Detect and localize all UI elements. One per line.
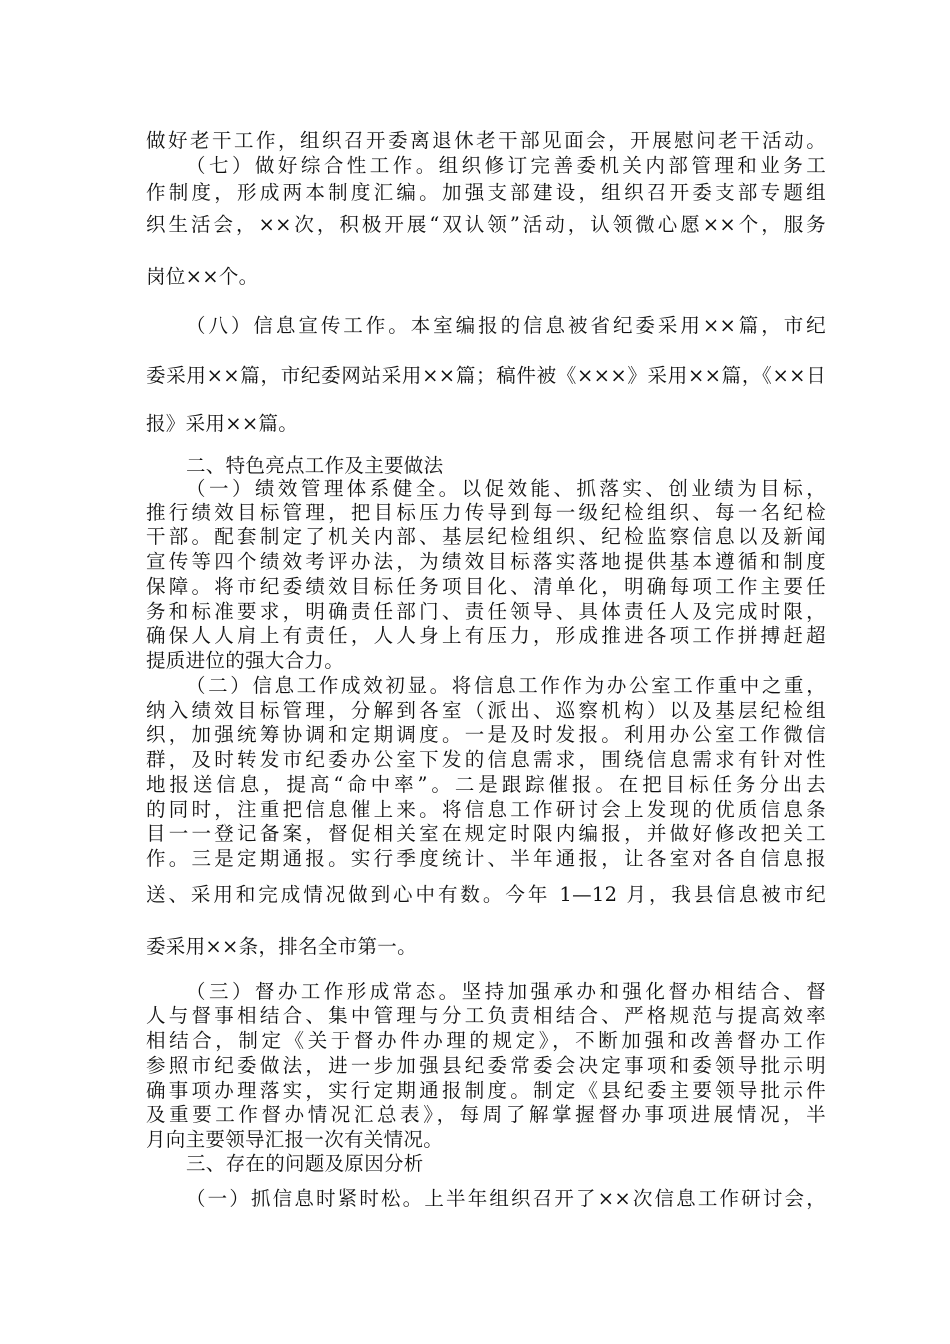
text-line: 推行绩效目标管理，把目标压力传导到每一级纪检组织、每一名纪检 xyxy=(146,501,826,524)
text-line: 地报送信息，提高“命中率”。二是跟踪催报。在把目标任务分出去 xyxy=(146,773,826,796)
text-line: 确事项办理落实，实行定期通报制度。制定《县纪委主要领导批示件 xyxy=(146,1079,826,1102)
text-line: 做好老干工作，组织召开委离退休老干部见面会，开展慰问老干活动。 xyxy=(146,129,826,152)
text-line: 委采用××条，排名全市第一。 xyxy=(146,935,417,958)
text-line: 送、采用和完成情况做到心中有数。今年 1—12 月，我县信息被市纪 xyxy=(146,883,826,906)
text-line: 织，加强统筹协调和定期调度。一是及时发报。利用办公室工作微信 xyxy=(146,723,826,746)
chapter-heading: 三、存在的问题及原因分析 xyxy=(186,1152,424,1175)
text-line: 人与督事相结合、集中管理与分工负责相结合、严格规范与提高效率 xyxy=(146,1004,826,1027)
text-line: 务和标准要求，明确责任部门、责任领导、具体责任人及完成时限， xyxy=(146,600,826,623)
text-line: 作。三是定期通报。实行季度统计、半年通报，让各室对各自信息报 xyxy=(146,847,826,870)
chapter-heading: 二、特色亮点工作及主要做法 xyxy=(186,454,444,477)
text-line: 委采用××篇，市纪委网站采用××篇；稿件被《×××》采用××篇，《××日 xyxy=(146,364,826,387)
text-line: 宣传等四个绩效考评办法，为绩效目标落实落地提供基本遵循和制度 xyxy=(146,550,826,573)
section-heading: （二）信息工作成效初显。将信息工作作为办公室工作重中之重， xyxy=(186,674,826,697)
text-line: 报》采用××篇。 xyxy=(146,412,299,435)
section-heading: （一）抓信息时紧时松。上半年组织召开了××次信息工作研讨会， xyxy=(186,1187,826,1210)
text-line: 作制度，形成两本制度汇编。加强支部建设，组织召开委支部专题组 xyxy=(146,181,826,204)
text-line: 保障。将市纪委绩效目标任务项目化、清单化，明确每项工作主要任 xyxy=(146,575,826,598)
text-line: 纳入绩效目标管理，分解到各室（派出、巡察机构）以及基层纪检组 xyxy=(146,699,826,722)
section-heading: （七）做好综合性工作。组织修订完善委机关内部管理和业务工 xyxy=(186,154,826,177)
section-heading: （一）绩效管理体系健全。以促效能、抓落实、创业绩为目标， xyxy=(186,477,826,500)
section-heading: （三）督办工作形成常态。坚持加强承办和强化督办相结合、督 xyxy=(186,980,826,1003)
text-line: 岗位××个。 xyxy=(146,265,259,288)
text-line: 群，及时转发市纪委办公室下发的信息需求，围绕信息需求有针对性 xyxy=(146,748,826,771)
text-line: 的同时，注重把信息催上来。将信息工作研讨会上发现的优质信息条 xyxy=(146,798,826,821)
text-line: 及重要工作督办情况汇总表》，每周了解掌握督办事项进展情况，半 xyxy=(146,1103,826,1126)
text-line: 提质进位的强大合力。 xyxy=(146,649,345,672)
section-heading: （八）信息宣传工作。本室编报的信息被省纪委采用××篇，市纪 xyxy=(186,314,826,337)
text-line: 织生活会，××次，积极开展“双认领”活动，认领微心愿××个，服务 xyxy=(146,213,826,236)
text-line: 确保人人肩上有责任，人人身上有压力，形成推进各项工作拼搏赶超 xyxy=(146,624,826,647)
text-line: 干部。配套制定了机关内部、基层纪检组织、纪检监察信息以及新闻 xyxy=(146,525,826,548)
text-line: 相结合，制定《关于督办件办理的规定》，不断加强和改善督办工作 xyxy=(146,1029,826,1052)
text-line: 目一一登记备案，督促相关室在规定时限内编报，并做好修改把关工 xyxy=(146,822,826,845)
text-line: 参照市纪委做法，进一步加强县纪委常委会决定事项和委领导批示明 xyxy=(146,1054,826,1077)
text-line: 月向主要领导汇报一次有关情况。 xyxy=(146,1128,444,1151)
